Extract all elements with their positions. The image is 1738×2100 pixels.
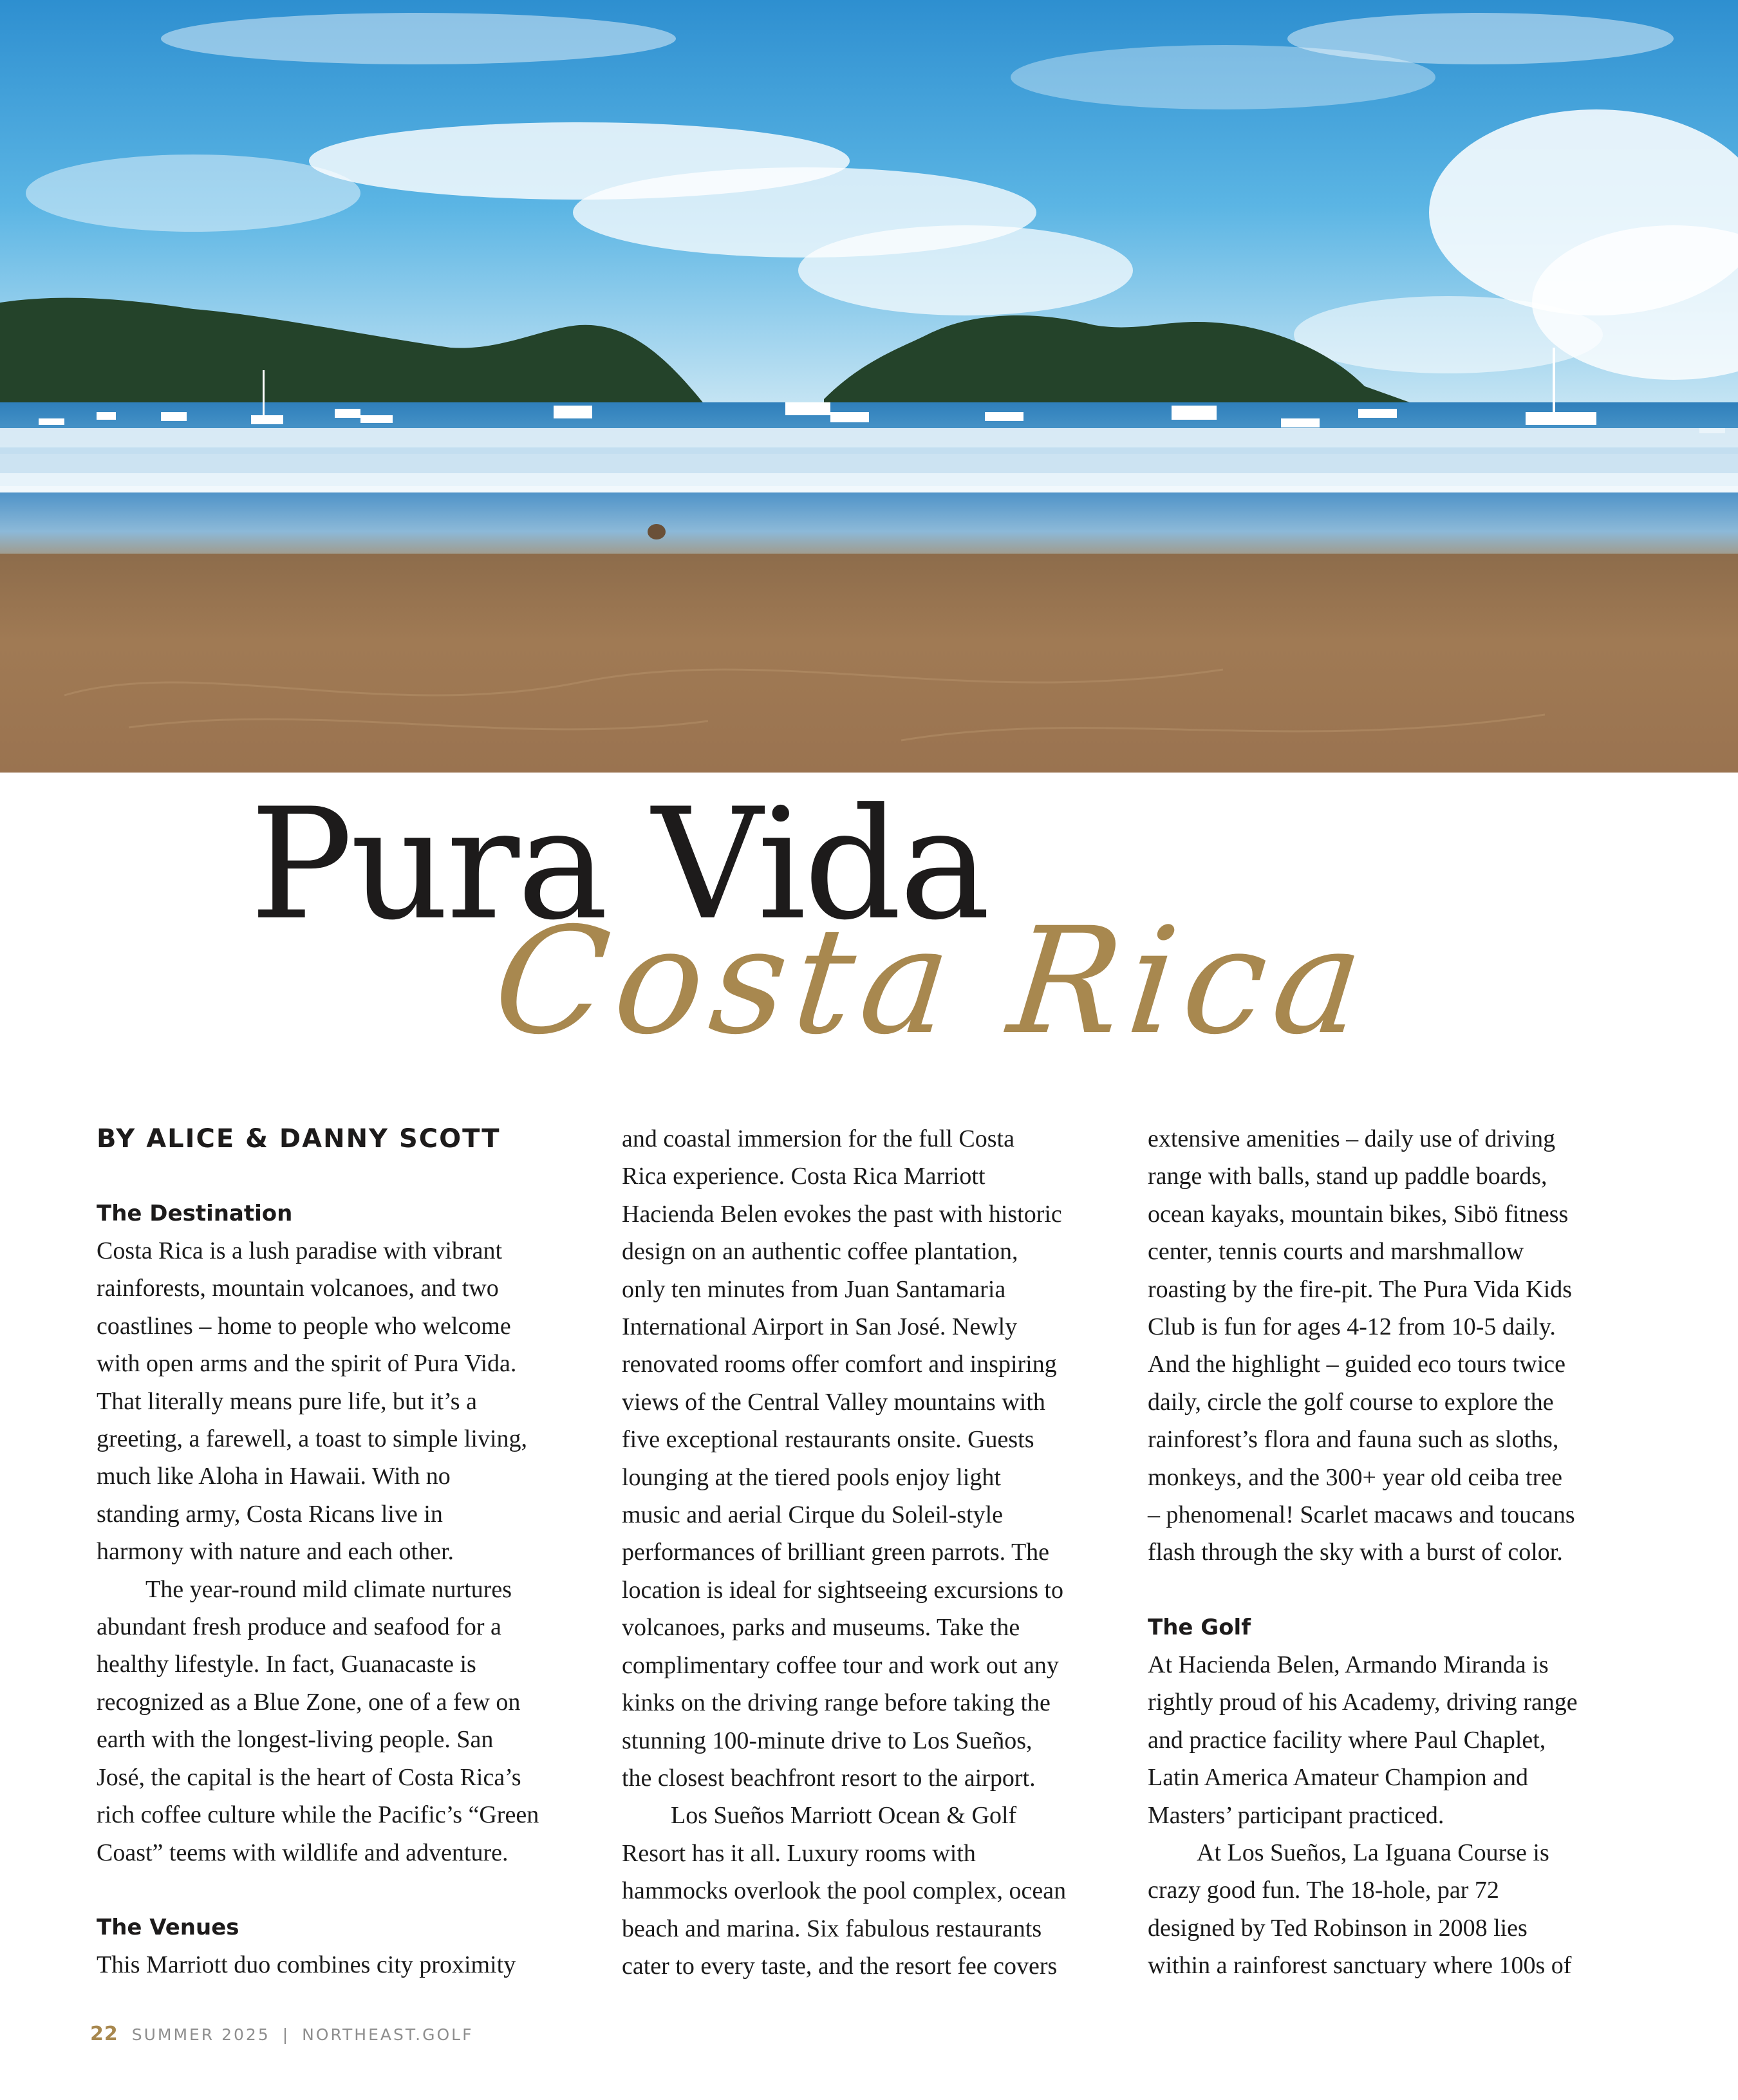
- text-line: kinks on the driving range before taking the: [622, 1689, 1051, 1717]
- text-line: That literally means pure life, but it’s a: [97, 1387, 477, 1415]
- text-line: only ten minutes from Juan Santamaria: [622, 1275, 1006, 1303]
- text-line: Hacienda Belen evokes the past with historic: [622, 1200, 1062, 1228]
- text-line: hammocks overlook the pool complex, ocean: [622, 1877, 1067, 1905]
- text-line: range with balls, stand up paddle boards,: [1148, 1163, 1547, 1190]
- site-link[interactable]: NORTHEAST.GOLF: [302, 2025, 474, 2044]
- text-line: within a rainforest sanctuary where 100s of: [1148, 1952, 1572, 1980]
- text-line: rainforest’s flora and fauna such as sloths,: [1148, 1426, 1559, 1454]
- section-heading-golf: The Golf: [1148, 1614, 1251, 1640]
- text-line: extensive amenities – daily use of driving: [1148, 1125, 1556, 1152]
- text-line: abundant fresh produce and seafood for a: [97, 1613, 501, 1641]
- text-line: five exceptional restaurants onsite. Guests: [622, 1426, 1034, 1454]
- text-line: flash through the sky with a burst of color.: [1148, 1539, 1563, 1566]
- text-line: At Los Sueños, La Iguana Course is: [1197, 1839, 1549, 1866]
- text-line: and practice facility where Paul Chaplet,: [1148, 1726, 1546, 1754]
- text-line: stunning 100-minute drive to Los Sueños,: [622, 1727, 1033, 1754]
- page-number: 22: [90, 2023, 118, 2045]
- issue-label: SUMMER 2025: [131, 2025, 270, 2044]
- hero-beach-photo: [0, 0, 1738, 773]
- column-3: [1148, 1120, 1624, 1985]
- text-line: beach and marina. Six fabulous restaurants: [622, 1915, 1042, 1942]
- byline: BY ALICE & DANNY SCOTT: [97, 1124, 501, 1154]
- text-line: lounging at the tiered pools enjoy light: [622, 1463, 1001, 1491]
- text-line: Masters’ participant practiced.: [1148, 1801, 1444, 1829]
- footer-separator: |: [282, 2025, 290, 2044]
- text-line: complimentary coffee tour and work out any: [622, 1651, 1059, 1679]
- text-line: rich coffee culture while the Pacific’s “Green: [97, 1801, 539, 1829]
- text-line: location is ideal for sightseeing excursions to: [622, 1576, 1063, 1604]
- text-line: ocean kayaks, mountain bikes, Sibö fitness: [1148, 1200, 1569, 1228]
- text-line: rainforests, mountain volcanoes, and two: [97, 1275, 499, 1302]
- text-line: earth with the longest-living people. San: [97, 1726, 494, 1754]
- text-line: harmony with nature and each other.: [97, 1538, 454, 1566]
- text-line: volcanoes, parks and museums. Take the: [622, 1614, 1020, 1642]
- text-line: This Marriott duo combines city proximity: [97, 1951, 516, 1978]
- column-1: [97, 1120, 573, 1983]
- text-line: roasting by the fire-pit. The Pura Vida Kids: [1148, 1275, 1573, 1303]
- text-line: At Hacienda Belen, Armando Miranda is: [1148, 1651, 1549, 1678]
- text-line: the closest beachfront resort to the airport.: [622, 1764, 1036, 1792]
- text-line: International Airport in San José. Newly: [622, 1313, 1018, 1341]
- text-line: The year-round mild climate nurtures: [145, 1575, 512, 1603]
- text-line: And the highlight – guided eco tours twice: [1148, 1351, 1566, 1378]
- wet-shore: [0, 492, 1738, 563]
- text-line: views of the Central Valley mountains with: [622, 1388, 1045, 1416]
- text-line: Resort has it all. Luxury rooms with: [622, 1839, 976, 1867]
- text-line: renovated rooms offer comfort and inspiring: [622, 1351, 1057, 1378]
- text-line: Rica experience. Costa Rica Marriott: [622, 1163, 986, 1190]
- text-line: healthy lifestyle. In fact, Guanacaste is: [97, 1651, 476, 1678]
- text-line: crazy good fun. The 18-hole, par 72: [1148, 1877, 1499, 1904]
- text-line: coastlines – home to people who welcome: [97, 1312, 511, 1340]
- text-line: Latin America Amateur Champion and: [1148, 1764, 1528, 1792]
- surf-line: [0, 428, 1738, 447]
- text-line: and coastal immersion for the full Costa: [622, 1125, 1014, 1152]
- text-line: daily, circle the golf course to explore the: [1148, 1388, 1554, 1416]
- text-line: Los Sueños Marriott Ocean & Golf: [671, 1802, 1017, 1830]
- text-line: Costa Rica is a lush paradise with vibrant: [97, 1237, 503, 1264]
- page-title: Pura Vida: [250, 776, 988, 954]
- section-heading-destination: The Destination: [97, 1201, 293, 1226]
- text-line: center, tennis courts and marshmallow: [1148, 1238, 1524, 1266]
- page-subtitle-script: Costa Rica: [487, 895, 1378, 1067]
- text-line: design on an authentic coffee plantation,: [622, 1238, 1018, 1266]
- text-line: recognized as a Blue Zone, one of a few on: [97, 1688, 521, 1716]
- beach-photo: [0, 0, 1738, 773]
- section-heading-venues: The Venues: [97, 1914, 239, 1940]
- text-line: performances of brilliant green parrots. The: [622, 1539, 1050, 1566]
- text-line: standing army, Costa Ricans live in: [97, 1500, 443, 1528]
- text-line: Club is fun for ages 4-12 from 10-5 daily.: [1148, 1313, 1556, 1341]
- text-line: cater to every taste, and the resort fee covers: [622, 1952, 1058, 1980]
- text-line: greeting, a farewell, a toast to simple living,: [97, 1425, 528, 1453]
- text-line: designed by Ted Robinson in 2008 lies: [1148, 1914, 1528, 1942]
- text-line: monkeys, and the 300+ year old ceiba tree: [1148, 1463, 1562, 1491]
- text-line: with open arms and the spirit of Pura Vida.: [97, 1350, 517, 1378]
- sand: [0, 554, 1738, 773]
- page-footer: [90, 2023, 473, 2045]
- text-line: Coast” teems with wildlife and adventure.: [97, 1839, 509, 1866]
- text-line: much like Aloha in Hawaii. With no: [97, 1463, 451, 1490]
- text-line: – phenomenal! Scarlet macaws and toucans: [1148, 1501, 1575, 1529]
- text-line: José, the capital is the heart of Costa Rica’s: [97, 1763, 521, 1791]
- rock: [648, 524, 666, 539]
- column-2: [622, 1120, 1098, 1985]
- text-line: music and aerial Cirque du Soleil-style: [622, 1501, 1004, 1529]
- text-line: rightly proud of his Academy, driving range: [1148, 1689, 1578, 1716]
